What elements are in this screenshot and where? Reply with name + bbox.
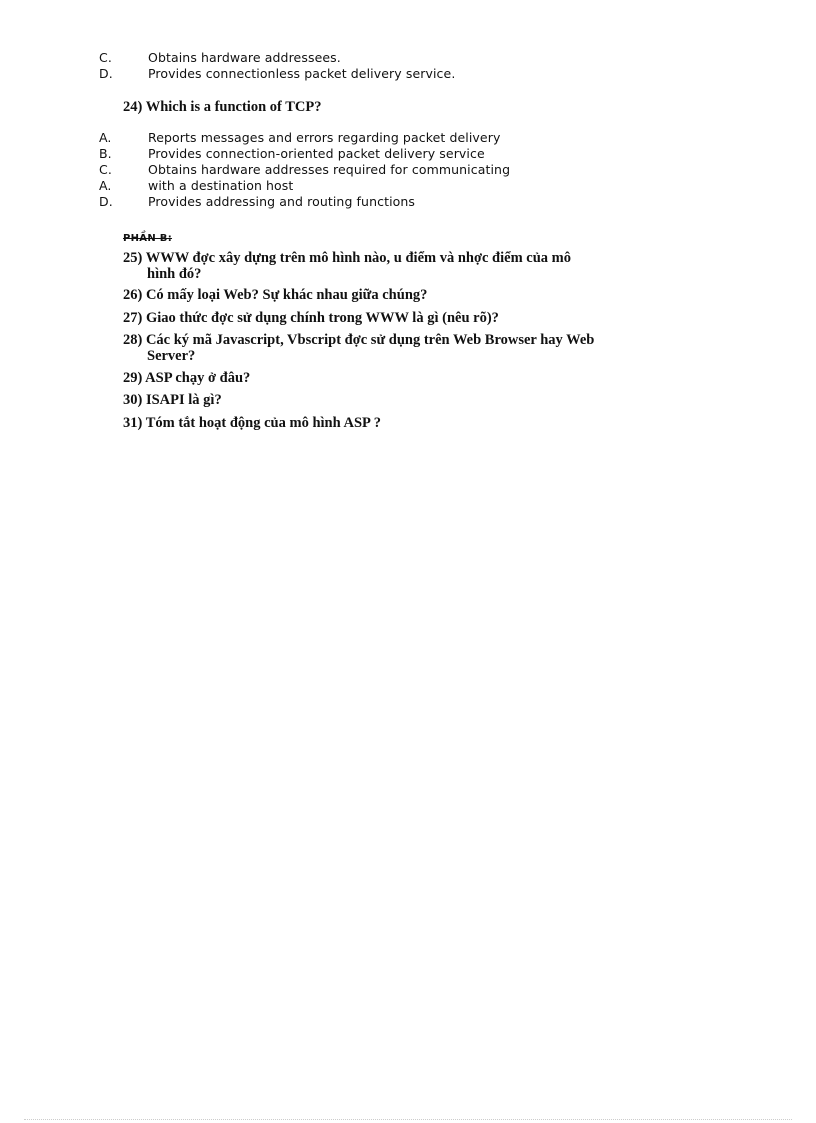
question-27: 27) Giao thức đợc sử dụng chính trong WWW là gì (nêu rõ)? bbox=[123, 310, 499, 326]
question-text-continued: Server? bbox=[147, 348, 196, 364]
q24-option-c bbox=[0, 162, 816, 178]
q24-option-a bbox=[0, 130, 816, 146]
q24-option-d bbox=[0, 194, 816, 210]
option-letter: D. bbox=[99, 66, 113, 81]
option-text: Obtains hardware addressees. bbox=[148, 50, 341, 65]
question-text: 28) Các ký mã Javascript, Vbscript đợc sử dụng trên Web Browser hay Web bbox=[123, 332, 595, 348]
option-letter: A. bbox=[99, 178, 112, 193]
option-text: Obtains hardware addresses required for communicating bbox=[148, 162, 511, 177]
prev-option-d bbox=[0, 66, 816, 82]
option-letter: B. bbox=[99, 146, 112, 161]
option-letter: A. bbox=[99, 130, 112, 145]
option-text: Reports messages and errors regarding packet delivery bbox=[148, 130, 501, 145]
option-letter: C. bbox=[99, 162, 112, 177]
option-text: Provides addressing and routing functions bbox=[148, 194, 416, 209]
option-text: Provides connectionless packet delivery service. bbox=[148, 66, 456, 81]
question-30: 30) ISAPI là gì? bbox=[123, 392, 222, 408]
question-31: 31) Tóm tắt hoạt động của mô hình ASP ? bbox=[123, 415, 381, 431]
option-text: with a destination host bbox=[148, 178, 294, 193]
question-29: 29) ASP chạy ở đâu? bbox=[123, 370, 251, 386]
question-25 bbox=[123, 250, 698, 282]
option-letter: C. bbox=[99, 50, 112, 65]
question-24-title: 24) Which is a function of TCP? bbox=[123, 99, 322, 115]
prev-option-c bbox=[0, 50, 816, 66]
page-bottom-border bbox=[24, 1119, 792, 1120]
option-letter: D. bbox=[99, 194, 113, 209]
q24-option-a2 bbox=[0, 178, 816, 194]
q24-option-b bbox=[0, 146, 816, 162]
question-28 bbox=[123, 332, 698, 364]
question-26: 26) Có mấy loại Web? Sự khác nhau giữa chúng? bbox=[123, 287, 428, 303]
section-b-label: PHẦN B: bbox=[123, 233, 173, 244]
option-text: Provides connection-oriented packet delivery service bbox=[148, 146, 485, 161]
question-text: 25) WWW đợc xây dựng trên mô hình nào, u điểm và nhợc điểm của mô bbox=[123, 250, 571, 266]
question-text-continued: hình đó? bbox=[147, 266, 202, 282]
